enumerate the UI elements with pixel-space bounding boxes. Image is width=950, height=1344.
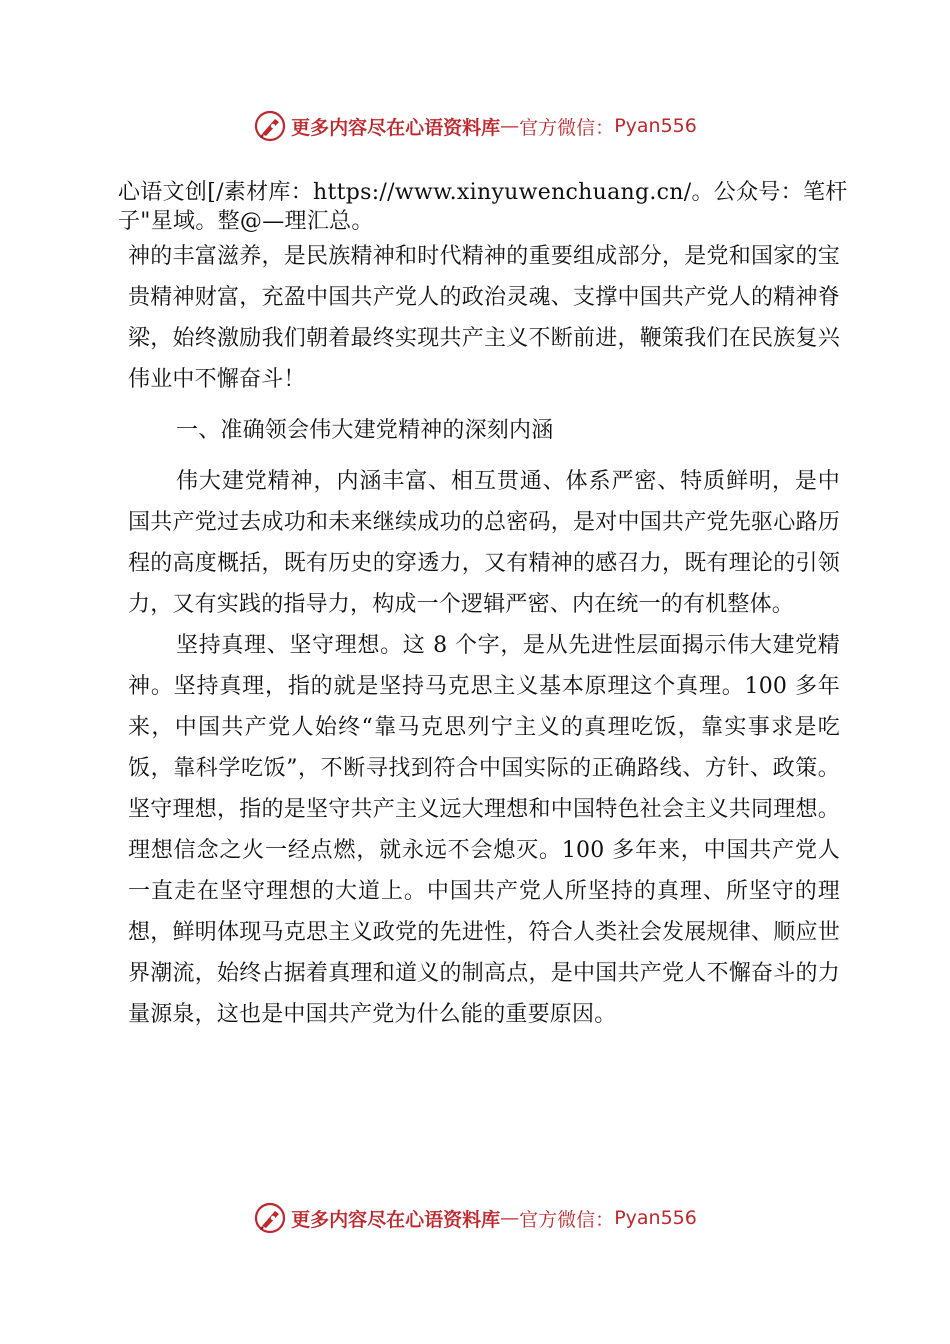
banner-wechat-label: 官方微信： [519,116,615,139]
pen-logo-icon [253,1201,287,1235]
footer-banner [0,1200,950,1236]
banner-title: 更多内容尽在心语资料库 [291,1208,501,1231]
paragraph: 伟大建党精神，内涵丰富、相互贯通、体系严密、特质鲜明，是中国共产党过去成功和未来继续成功的总密码，是对中国共产党先驱心路历程的高度概括，既有历史的穿透力，又有精神的感召力，既有理论的引领力，又有实践的指导力，构成一个逻辑严密、内在统一的有机整体。 [128,469,840,617]
banner-title: 更多内容尽在心语资料库 [291,116,501,139]
paragraph-continued: 神的丰富滋养，是民族精神和时代精神的重要组成部分，是党和国家的宝贵精神财富，充盈中国共产党人的政治灵魂、支撑中国共产党人的精神脊梁，始终激励我们朝着最终实现共产主义不断前进，鞭策我们在民族复兴伟业中不懈奋斗！ [128,244,840,392]
section-heading: 一、准确领会伟大建党精神的深刻内涵 [176,418,554,443]
banner-dash: — [500,1207,520,1229]
pen-logo-icon [253,109,287,143]
header-banner [0,108,950,144]
banner-dash: — [500,115,520,137]
source-note: 心语文创[/素材库：https://www.xinyuwenchuang.cn/。公众号：笔杆子"星域。整@—理汇总。 [118,180,848,234]
banner-wechat-id: Pyan556 [614,1207,697,1229]
banner-wechat-id: Pyan556 [614,115,697,137]
banner-wechat-label: 官方微信： [519,1208,615,1231]
document-body [128,236,840,1035]
paragraph: 坚持真理、坚守理想。这 8 个字，是从先进性层面揭示伟大建党精神。坚持真理，指的就是坚持马克思主义基本原理这个真理。100 多年来，中国共产党人始终“靠马克思列宁主义的真理吃饭，靠实事求是吃饭，靠科学吃饭”，不断寻找到符合中国实际的正确路线、方针、政策。坚守理想，指的是坚守共产主义远大理想和中国特色社会主义共同理想。理想信念之火一经点燃，就永远不会熄灭。100 多年来，中国共产党人一直走在坚守理想的大道上。中国共产党人所坚持的真理、所坚守的理想，鲜明体现马克思主义政党的先进性，符合人类社会发展规律、顺应世界潮流，始终占据着真理和道义的制高点，是中国共产党人不懈奋斗的力量源泉，这也是中国共产党为什么能的重要原因。 [128,633,840,1027]
